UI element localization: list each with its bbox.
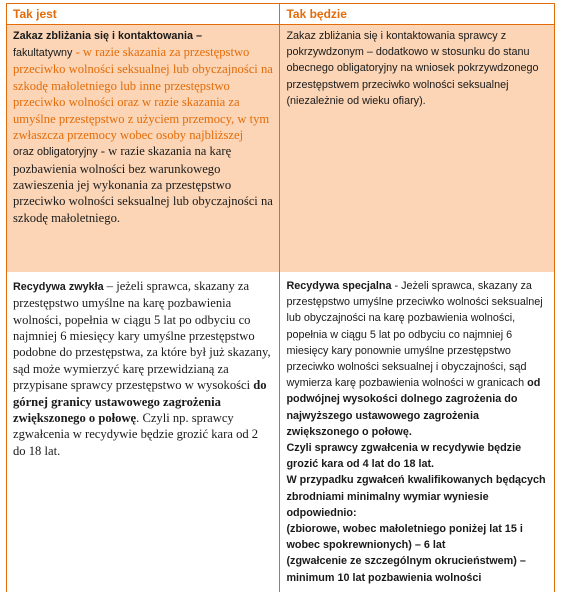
special-recidivism-title: Recydywa specjalna <box>286 280 392 292</box>
qualified-rape-case-1: (zbiorowe, wobec małoletniego poniżej lat 15 i wobec spokrewnionych) – 6 lat <box>286 523 523 552</box>
simple-recidivism-title: Recydywa zwykła <box>13 281 104 293</box>
cell-current-recidivism <box>7 272 280 592</box>
optional-label: fakultatywny <box>13 47 73 60</box>
optional-text: - w razie skazania za przestępstwo przeciwko wolności seksualnej lub obyczajności na szkodę małoletniego lub inne przestępstwo przeciwko wolności oraz w razie skazania za umyślne przestępstwo z użyciem przemocy, w tym zwłaszcza przemocy wobec osoby najbliższej <box>13 45 273 143</box>
cell-future-contact-ban <box>280 25 555 273</box>
qualified-rape-case-2: (zgwałcenie ze szczególnym okrucieństwem) – minimum 10 lat pozbawienia wolności <box>286 555 526 584</box>
header-future: Tak będzie <box>280 4 555 25</box>
mandatory-text: - w razie skazania na karę pozbawienia wolności bez warunkowego zawieszenia jej wykonania za przestępstwo przeciwko wolności seksualnej lub obyczajności na szkodę małoletniego. <box>13 144 273 225</box>
comparison-table <box>6 3 555 592</box>
special-recidivism-text: - Jeżeli sprawca, skazany za przestępstwo umyślne przeciwko wolności seksualnej lub obyczajności na karę pozbawienia wolności, popełnia w ciągu 5 lat po odbyciu co najmniej 6 miesięcy kary ponownie umyślne przestępstwo przeciwko wolności seksualnej i obyczajności, sąd wymierza karę pozbawienia wolności w granicach <box>286 280 543 390</box>
cell-future-recidivism <box>280 272 555 592</box>
header-row <box>7 4 555 25</box>
header-current: Tak jest <box>7 4 280 25</box>
future-contact-ban-text: Zakaz zbliżania się i kontaktowania sprawcy z pokrzywdzonym – dodatkowo w stosunku do stanu obecnego obligatoryjny na wniosek pokrzywdzonego przestępstwem przeciwko wolności seksualnej (niezależnie od wieku ofiary). <box>286 30 539 107</box>
qualified-rape-intro: W przypadku zgwałceń kwalifikowanych będących zbrodniami minimalny wymiar wyniesie odpowiednio: <box>286 474 546 519</box>
table-row <box>7 272 555 592</box>
simple-recidivism-text-2: . Czyli np. sprawcy zgwałcenia w recydywie będzie grozić kara od 2 do 18 lat. <box>13 411 259 458</box>
special-recidivism-bold: od podwójnej wysokości dolnego zagrożenia do najwyższego ustawowego zagrożenia zwiększonego o połowę. <box>286 377 541 438</box>
cell-current-contact-ban <box>7 25 280 273</box>
contact-ban-title: Zakaz zbliżania się i kontaktowania – <box>13 30 203 42</box>
simple-recidivism-bold: do górnej granicy ustawowego zagrożenia zwiększonego o połowę <box>13 378 267 426</box>
mandatory-label: oraz obligatoryjny <box>13 146 98 159</box>
table-row <box>7 25 555 273</box>
simple-recidivism-text: – jeżeli sprawca, skazany za przestępstwo umyślne na karę pozbawienia wolności, popełnia w ciągu 5 lat po odbyciu co najmniej 6 miesięcy kary umyślne przestępstwo podobne do przestępstwa, za które był już skazany, sąd może wymierzyć karę przewidzianą za przypisane sprawcy przestępstwo w wysokości <box>13 279 271 393</box>
comparison-table-frame <box>6 3 555 584</box>
special-recidivism-example: Czyli sprawcy zgwałcenia w recydywie będzie grozić kara od 4 lat do 18 lat. <box>286 442 522 471</box>
